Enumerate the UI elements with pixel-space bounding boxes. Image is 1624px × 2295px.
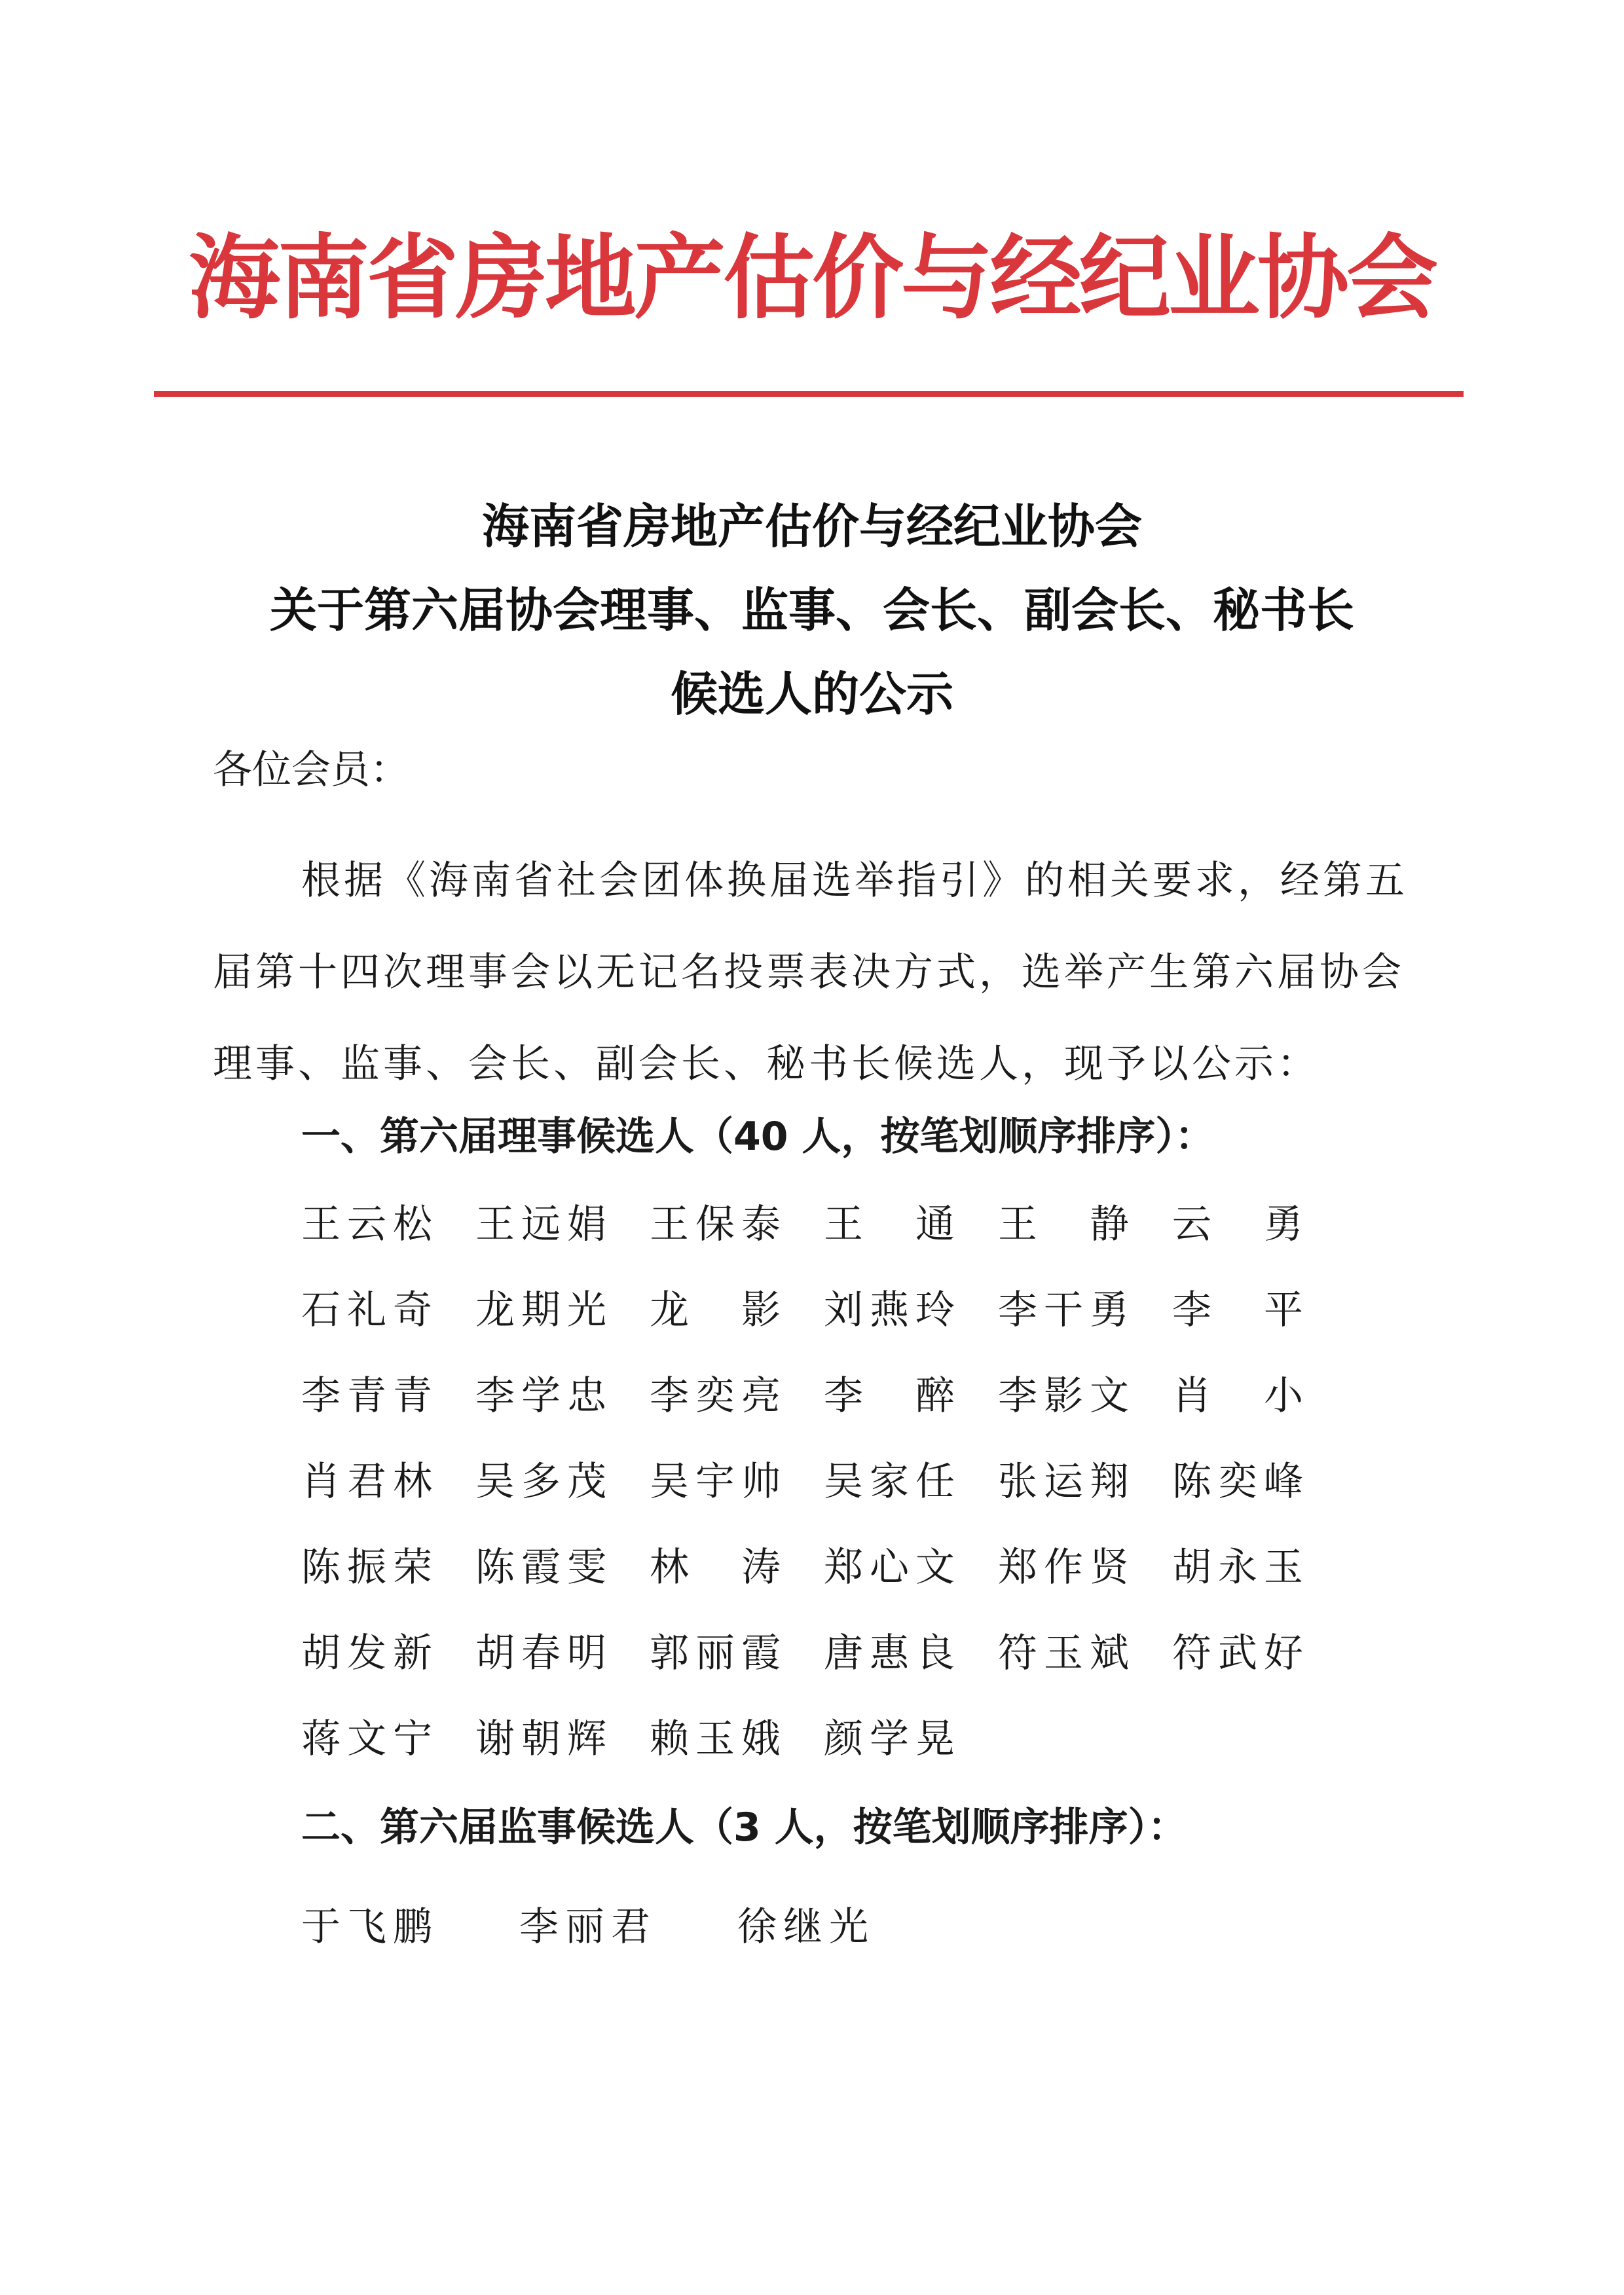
candidate-name: 符武好 — [1172, 1630, 1303, 1676]
title-line-2: 关于第六届协会理事、监事、会长、副会长、秘书长 — [269, 582, 1354, 638]
candidate-name: 郭丽霞 — [650, 1630, 781, 1676]
section-heading-directors: 一、第六届理事候选人（40 人，按笔划顺序排序）： — [301, 1114, 1215, 1160]
candidate-name: 赖玉娥 — [650, 1716, 781, 1762]
candidate-name: 陈振荣 — [301, 1545, 432, 1590]
document-title — [0, 485, 1624, 736]
candidate-name: 龙 影 — [650, 1287, 781, 1333]
organization-letterhead: 海南省房地产估价与经纪业协会 — [188, 225, 1435, 332]
body-line-2: 届第十四次理事会以无记名投票表决方式，选举产生第六届协会 — [213, 949, 1405, 995]
candidate-name: 龙期光 — [475, 1287, 606, 1333]
candidate-name: 陈奕峰 — [1172, 1459, 1303, 1505]
director-candidates-list — [301, 1193, 1346, 1793]
candidate-name: 李青青 — [301, 1373, 432, 1419]
candidate-name: 郑作贤 — [998, 1545, 1129, 1590]
candidate-name: 徐继光 — [737, 1904, 868, 1950]
letterhead-divider — [154, 391, 1464, 397]
candidate-name: 于飞鹏 — [301, 1904, 432, 1950]
candidate-name: 胡发新 — [301, 1630, 432, 1676]
candidate-name: 林 涛 — [650, 1545, 781, 1590]
candidate-name: 王云松 — [301, 1202, 432, 1247]
section-heading-supervisors: 二、第六届监事候选人（3 人，按笔划顺序排序）： — [301, 1805, 1187, 1850]
body-paragraph — [213, 835, 1444, 1110]
body-line-1: 根据《海南省社会团体换届选举指引》的相关要求，经第五 — [301, 858, 1408, 904]
candidate-name: 吴宇帅 — [650, 1459, 781, 1505]
candidate-name: 李干勇 — [998, 1287, 1129, 1333]
body-line-3: 理事、监事、会长、副会长、秘书长候选人，现予以公示： — [213, 1041, 1320, 1087]
candidate-name: 颜学晃 — [824, 1716, 955, 1762]
candidate-name: 李影文 — [998, 1373, 1129, 1419]
candidate-name: 胡永玉 — [1172, 1545, 1303, 1590]
candidate-name: 蒋文宁 — [301, 1716, 432, 1762]
candidate-name: 云 勇 — [1172, 1202, 1303, 1247]
candidate-name: 李学忠 — [475, 1373, 606, 1419]
candidate-name: 吴家任 — [824, 1459, 955, 1505]
candidate-name: 李 平 — [1172, 1287, 1303, 1333]
candidate-name: 李丽君 — [519, 1904, 650, 1950]
salutation: 各位会员： — [213, 747, 409, 793]
candidate-name: 张运翔 — [998, 1459, 1129, 1505]
candidate-name: 肖君林 — [301, 1459, 432, 1505]
candidate-name: 王远娟 — [475, 1202, 606, 1247]
candidate-name: 肖 小 — [1172, 1373, 1303, 1419]
candidate-name: 唐惠良 — [824, 1630, 955, 1676]
candidate-name: 李奕亮 — [650, 1373, 781, 1419]
title-line-1: 海南省房地产估价与经纪业协会 — [481, 498, 1142, 554]
candidate-name: 谢朝辉 — [475, 1716, 606, 1762]
candidate-name: 陈霞雯 — [475, 1545, 606, 1590]
candidate-name: 吴多茂 — [475, 1459, 606, 1505]
candidate-name: 王 静 — [998, 1202, 1129, 1247]
title-line-3: 候选人的公示 — [670, 666, 953, 722]
supervisor-candidates-list — [301, 1896, 955, 1952]
candidate-name: 胡春明 — [475, 1630, 606, 1676]
candidate-name: 郑心文 — [824, 1545, 955, 1590]
candidate-name: 李 醉 — [824, 1373, 955, 1419]
candidate-name: 王保泰 — [650, 1202, 781, 1247]
candidate-name: 符玉斌 — [998, 1630, 1129, 1676]
candidate-name: 王 通 — [824, 1202, 955, 1247]
candidate-name: 刘燕玲 — [824, 1287, 955, 1333]
candidate-name: 石礼奇 — [301, 1287, 432, 1333]
